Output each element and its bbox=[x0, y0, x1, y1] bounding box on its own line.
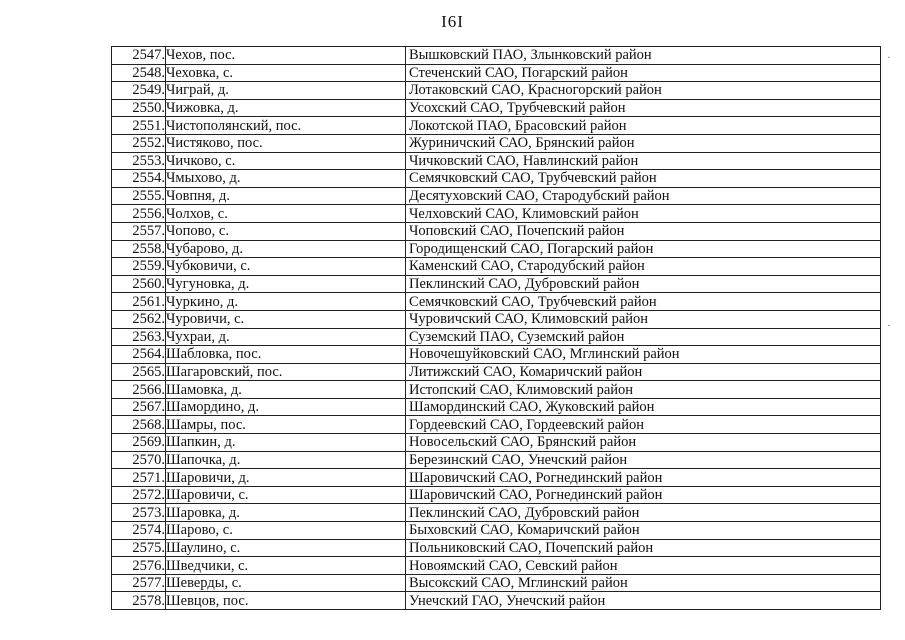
row-number: 2562. bbox=[112, 310, 166, 328]
settlement-name: Шапочка, д. bbox=[166, 451, 406, 469]
settlement-name: Човпня, д. bbox=[166, 187, 406, 205]
table-row bbox=[112, 381, 881, 399]
table-row bbox=[112, 522, 881, 540]
row-number: 2563. bbox=[112, 328, 166, 346]
settlement-name: Чуркино, д. bbox=[166, 293, 406, 311]
row-number: 2559. bbox=[112, 258, 166, 276]
row-number: 2573. bbox=[112, 504, 166, 522]
row-number: 2558. bbox=[112, 240, 166, 258]
row-number: 2549. bbox=[112, 82, 166, 100]
table-row bbox=[112, 557, 881, 575]
administration-district: Каменский САО, Стародубский район bbox=[406, 258, 881, 276]
settlement-name: Чугуновка, д. bbox=[166, 275, 406, 293]
administration-district: Чуровичский САО, Климовский район bbox=[406, 310, 881, 328]
table-row bbox=[112, 310, 881, 328]
row-number: 2577. bbox=[112, 574, 166, 592]
settlement-name: Чистяково, пос. bbox=[166, 134, 406, 152]
administration-district: Литижский САО, Комаричский район bbox=[406, 363, 881, 381]
settlement-name: Чиграй, д. bbox=[166, 82, 406, 100]
administration-district: Журиничский САО, Брянский район bbox=[406, 134, 881, 152]
table-row bbox=[112, 346, 881, 364]
table-row bbox=[112, 47, 881, 65]
row-number: 2561. bbox=[112, 293, 166, 311]
settlement-name: Шапкин, д. bbox=[166, 434, 406, 452]
settlement-name: Чехов, пос. bbox=[166, 47, 406, 65]
row-number: 2570. bbox=[112, 451, 166, 469]
settlement-name: Чопово, с. bbox=[166, 222, 406, 240]
administration-district: Новосельский САО, Брянский район bbox=[406, 434, 881, 452]
settlement-name: Шабловка, пос. bbox=[166, 346, 406, 364]
row-number: 2564. bbox=[112, 346, 166, 364]
row-number: 2557. bbox=[112, 222, 166, 240]
administration-district: Семячковский САО, Трубчевский район bbox=[406, 170, 881, 188]
row-number: 2567. bbox=[112, 398, 166, 416]
administration-district: Десятуховский САО, Стародубский район bbox=[406, 187, 881, 205]
administration-district: Лотаковский САО, Красногорский район bbox=[406, 82, 881, 100]
administration-district: Стеченский САО, Погарский район bbox=[406, 64, 881, 82]
settlement-name: Чубковичи, с. bbox=[166, 258, 406, 276]
settlement-name: Шевцов, пос. bbox=[166, 592, 406, 610]
row-number: 2571. bbox=[112, 469, 166, 487]
row-number: 2568. bbox=[112, 416, 166, 434]
table-row bbox=[112, 574, 881, 592]
row-number: 2556. bbox=[112, 205, 166, 223]
administration-district: Быховский САО, Комаричский район bbox=[406, 522, 881, 540]
row-number: 2569. bbox=[112, 434, 166, 452]
administration-district: Пеклинский САО, Дубровский район bbox=[406, 504, 881, 522]
scan-dot: · bbox=[887, 50, 891, 64]
settlement-name: Шаровичи, д. bbox=[166, 469, 406, 487]
settlement-name: Шамры, пос. bbox=[166, 416, 406, 434]
row-number: 2566. bbox=[112, 381, 166, 399]
table-row bbox=[112, 187, 881, 205]
administration-district: Высокский САО, Мглинский район bbox=[406, 574, 881, 592]
settlement-name: Шаровка, д. bbox=[166, 504, 406, 522]
settlement-name: Чухраи, д. bbox=[166, 328, 406, 346]
settlement-name: Чижовка, д. bbox=[166, 99, 406, 117]
table-row bbox=[112, 258, 881, 276]
table-row bbox=[112, 99, 881, 117]
settlement-name: Чистополянский, пос. bbox=[166, 117, 406, 135]
administration-district: Истопский САО, Климовский район bbox=[406, 381, 881, 399]
table-row bbox=[112, 240, 881, 258]
settlement-name: Чмыхово, д. bbox=[166, 170, 406, 188]
table-row bbox=[112, 504, 881, 522]
table-row bbox=[112, 486, 881, 504]
administration-district: Шаровичский САО, Рогнединский район bbox=[406, 469, 881, 487]
row-number: 2555. bbox=[112, 187, 166, 205]
administration-district: Чоповский САО, Почепский район bbox=[406, 222, 881, 240]
table-row bbox=[112, 64, 881, 82]
row-number: 2551. bbox=[112, 117, 166, 135]
settlement-name: Чолхов, с. bbox=[166, 205, 406, 223]
administration-district: Чичковский САО, Навлинский район bbox=[406, 152, 881, 170]
table-row bbox=[112, 363, 881, 381]
administration-district: Шамординский САО, Жуковский район bbox=[406, 398, 881, 416]
administration-district: Польниковский САО, Почепский район bbox=[406, 539, 881, 557]
administration-district: Новочешуйковский САО, Мглинский район bbox=[406, 346, 881, 364]
administration-district: Усохский САО, Трубчевский район bbox=[406, 99, 881, 117]
administration-district: Пеклинский САО, Дубровский район bbox=[406, 275, 881, 293]
settlement-name: Шарово, с. bbox=[166, 522, 406, 540]
table-row bbox=[112, 293, 881, 311]
table-row bbox=[112, 328, 881, 346]
settlement-name: Шаулино, с. bbox=[166, 539, 406, 557]
page-number: I6I bbox=[441, 12, 464, 31]
table-row bbox=[112, 117, 881, 135]
administration-district: Челховский САО, Климовский район bbox=[406, 205, 881, 223]
table-row bbox=[112, 469, 881, 487]
row-number: 2565. bbox=[112, 363, 166, 381]
row-number: 2554. bbox=[112, 170, 166, 188]
table-row bbox=[112, 416, 881, 434]
row-number: 2553. bbox=[112, 152, 166, 170]
table-row bbox=[112, 82, 881, 100]
table-row bbox=[112, 451, 881, 469]
row-number: 2560. bbox=[112, 275, 166, 293]
table-row bbox=[112, 205, 881, 223]
table-row bbox=[112, 152, 881, 170]
settlement-name: Шамовка, д. bbox=[166, 381, 406, 399]
settlement-name: Шеверды, с. bbox=[166, 574, 406, 592]
row-number: 2552. bbox=[112, 134, 166, 152]
table-row bbox=[112, 539, 881, 557]
administration-district: Суземский ПАО, Суземский район bbox=[406, 328, 881, 346]
row-number: 2550. bbox=[112, 99, 166, 117]
administration-district: Вышковский ПАО, Злынковский район bbox=[406, 47, 881, 65]
settlement-name: Шведчики, с. bbox=[166, 557, 406, 575]
settlement-name: Чубарово, д. bbox=[166, 240, 406, 258]
row-number: 2548. bbox=[112, 64, 166, 82]
settlement-name: Чеховка, с. bbox=[166, 64, 406, 82]
administration-district: Новоямский САО, Севский район bbox=[406, 557, 881, 575]
settlement-name: Чуровичи, с. bbox=[166, 310, 406, 328]
table-row bbox=[112, 170, 881, 188]
table-row bbox=[112, 398, 881, 416]
administration-district: Городищенский САО, Погарский район bbox=[406, 240, 881, 258]
table-row bbox=[112, 434, 881, 452]
scan-dot: · bbox=[887, 318, 891, 332]
table-body bbox=[112, 47, 881, 610]
administration-district: Березинский САО, Унечский район bbox=[406, 451, 881, 469]
row-number: 2578. bbox=[112, 592, 166, 610]
settlement-name: Шаровичи, с. bbox=[166, 486, 406, 504]
table-row bbox=[112, 592, 881, 610]
settlement-name: Шамордино, д. bbox=[166, 398, 406, 416]
table-row bbox=[112, 222, 881, 240]
row-number: 2574. bbox=[112, 522, 166, 540]
administration-district: Семячковский САО, Трубчевский район bbox=[406, 293, 881, 311]
table-row bbox=[112, 275, 881, 293]
administration-district: Гордеевский САО, Гордеевский район bbox=[406, 416, 881, 434]
row-number: 2547. bbox=[112, 47, 166, 65]
table-row bbox=[112, 134, 881, 152]
settlements-table bbox=[111, 46, 881, 610]
row-number: 2576. bbox=[112, 557, 166, 575]
settlement-name: Чичково, с. bbox=[166, 152, 406, 170]
administration-district: Шаровичский САО, Рогнединский район bbox=[406, 486, 881, 504]
row-number: 2575. bbox=[112, 539, 166, 557]
settlement-name: Шагаровский, пос. bbox=[166, 363, 406, 381]
administration-district: Локотской ПАО, Брасовский район bbox=[406, 117, 881, 135]
row-number: 2572. bbox=[112, 486, 166, 504]
administration-district: Унечский ГАО, Унечский район bbox=[406, 592, 881, 610]
